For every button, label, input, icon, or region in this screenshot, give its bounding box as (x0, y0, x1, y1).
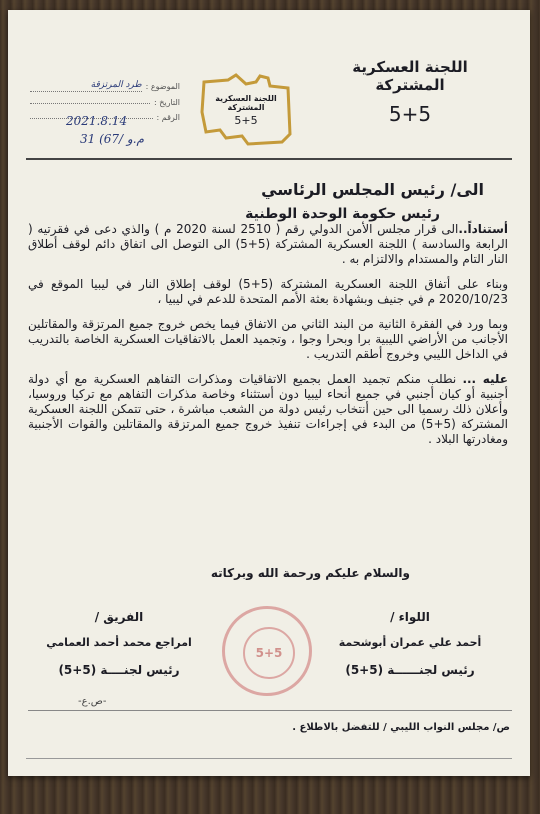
signature-left-role: رئيس لجنــــة (5+5) (58, 663, 180, 677)
stamp-number: 5+5 (243, 627, 295, 679)
handwritten-reference: 31 (67/ م.و (80, 132, 144, 146)
handwritten-date: 2021.8.14 (66, 114, 128, 128)
addressee-line-2: رئيس حكومة الوحدة الوطنية (245, 206, 440, 222)
committee-name: اللجنة العسكرية المشتركة (352, 58, 468, 94)
paragraph-2: وبناء على أتفاق اللجنة العسكرية المشتركة (5+5) لوقف إطلاق النار في ليبيا الموقع في 2020/10/23 م في جنيف وبشهادة بعثة الأمم المتحدة للدعم في ليبيا ، (28, 277, 508, 306)
paragraph-4 (28, 372, 508, 447)
footer-divider (26, 758, 512, 759)
paragraph-1-lead: أستناداً.. (458, 222, 508, 236)
header-divider (26, 158, 512, 160)
paragraph-4-text: نطلب منكم تجميد العمل بجميع الاتفاقيات ومذكرات التفاهم العسكرية مع أي دولة أجنبية أو كيان أجنبي في جميع أنحاء ليبيا دون أستثناء وخاصة مذكرات التفاهم مع تركيا وروسيا، وأعلان ذلك رسميا الى حين أنتخاب رئيس دولة من الشعب مباشرة ، حتى تتمكن اللجنة العسكرية المشتركة (5+5) من البدء في إجراءات تنفيذ خروج جميع المرتزقة والمقاتلين والقوات الأجنبية ومغادرتها البلاد . (28, 372, 508, 446)
signature-left (34, 610, 204, 677)
paragraph-1 (28, 222, 508, 267)
paragraph-4-lead: عليه ... (462, 372, 509, 386)
paragraph-1-text: الى قرار مجلس الأمن الدولي رقم ( 2510 لسنة 2020 م ) والذي دعى في فقرتيه ( الرابعة والسادسة ) اللجنة العسكرية المشتركة (5+5) الى التوصل الى اتفاق دائم لوقف أطلاق النار التام والمستدام والالتزام به . (28, 222, 508, 266)
cc-line: ص/ مجلس النواب الليبي / للتفضل بالاطلاع . (292, 722, 510, 733)
signature-right-role: رئيس لجنــــــة (5+5) (345, 663, 475, 677)
signature-left-rank: الفريق / (94, 610, 144, 624)
signature-right (320, 610, 500, 677)
reference-label: الرقم : (156, 113, 180, 122)
letter-body (28, 222, 508, 457)
cc-divider (28, 710, 512, 711)
letterhead (320, 58, 500, 126)
date-label: التاريخ : (153, 98, 180, 107)
date-row (30, 98, 180, 107)
subject-row (30, 80, 180, 92)
closing-greeting: والسلام عليكم ورحمة الله وبركاته (210, 566, 410, 580)
cc-mark: -ص.ع- (78, 696, 107, 707)
signature-right-name: أحمد علي عمران أبوشحمة (338, 636, 482, 649)
map-number: 5+5 (234, 114, 258, 127)
official-stamp (222, 606, 312, 696)
map-label: اللجنة العسكرية المشتركة (215, 94, 277, 112)
paragraph-3: وبما ورد في الفقرة الثانية من البند الثاني من الاتفاق فيما يخص خروج جميع المرتزقة والمقاتلين الأجانب من الأراضي الليبية برا وبحرا وجوا ، وتجميد العمل بالاتفاقيات العسكرية الخاصة بالتدريب في الداخل الليبي وخروج أطقم التدريب . (28, 317, 508, 361)
committee-number: 5+5 (388, 102, 432, 126)
signature-left-name: امراجع محمد أحمد العمامي (46, 636, 192, 649)
subject-value: طرد المرتزقة (30, 80, 142, 92)
signature-right-rank: اللواء / (390, 610, 430, 624)
libya-map-logo (198, 72, 294, 146)
addressee-line-1: الى/ رئيس المجلس الرئاسي (261, 180, 484, 199)
subject-label: الموضوع : (145, 81, 180, 91)
date-value (30, 102, 150, 104)
document-page (8, 10, 530, 776)
